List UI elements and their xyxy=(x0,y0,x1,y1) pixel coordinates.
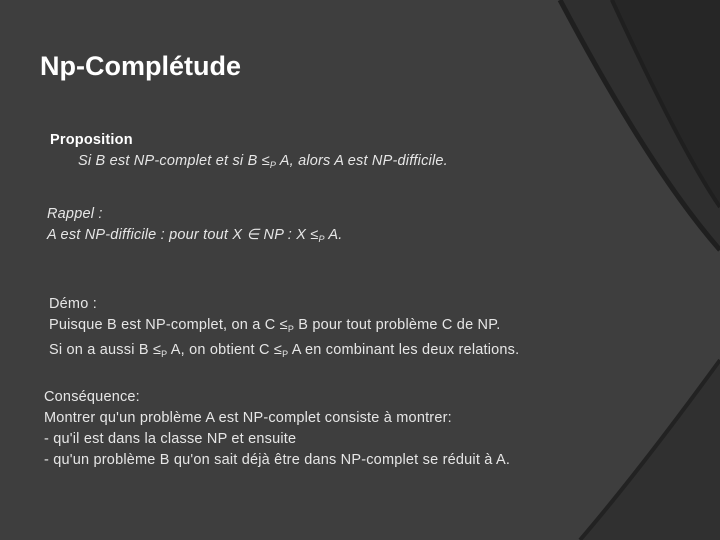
subscript-p: P xyxy=(287,324,295,334)
consequence-line-2: - qu'il est dans la classe NP et ensuite xyxy=(44,431,297,447)
consequence-line-3: - qu'un problème B qu'on sait déjà être dans NP-complet se réduit à A. xyxy=(44,452,511,468)
consequence-heading: Conséquence: xyxy=(44,389,140,405)
rappel-text-part1: A est NP-difficile : pour tout X xyxy=(47,227,247,243)
proposition-section xyxy=(50,130,448,176)
rappel-text-part2: NP : X xyxy=(259,227,311,243)
demo-text-part2: B pour tout problème C de NP. xyxy=(294,317,501,333)
subscript-p: P xyxy=(318,234,325,244)
subscript-p: P xyxy=(282,349,289,359)
demo-line-2 xyxy=(49,340,519,365)
proposition-text xyxy=(50,151,448,176)
demo-line-1 xyxy=(49,315,519,340)
demo-section xyxy=(49,294,519,365)
element-of-symbol: ∈ xyxy=(246,227,260,243)
rappel-text-part3: A. xyxy=(324,227,343,243)
proposition-text-part2: A, alors A est NP-difficile. xyxy=(276,153,448,169)
leq-symbol: ≤ xyxy=(310,227,319,243)
rappel-heading: Rappel : xyxy=(47,206,103,222)
leq-symbol: ≤ xyxy=(273,342,283,358)
subscript-p: P xyxy=(161,349,168,359)
rappel-section xyxy=(47,204,343,250)
demo-text-part3: Si on a aussi B xyxy=(49,342,153,358)
consequence-section xyxy=(44,387,510,471)
subscript-p: P xyxy=(269,160,277,170)
consequence-line-1: Montrer qu'un problème A est NP-complet consiste à montrer: xyxy=(44,410,452,426)
leq-symbol: ≤ xyxy=(152,342,162,358)
demo-text-part5: A en combinant les deux relations. xyxy=(288,342,520,358)
proposition-text-part1: Si B est NP-complet et si B xyxy=(78,153,262,169)
demo-text-part4: A, on obtient C xyxy=(167,342,274,358)
slide-title: Np-Complétude xyxy=(40,51,241,81)
leq-symbol: ≤ xyxy=(279,317,288,333)
demo-heading: Démo : xyxy=(49,296,97,312)
proposition-heading: Proposition xyxy=(50,132,133,148)
demo-text-part1: Puisque B est NP-complet, on a C xyxy=(49,317,280,333)
leq-symbol: ≤ xyxy=(261,153,270,169)
rappel-definition xyxy=(47,225,343,250)
